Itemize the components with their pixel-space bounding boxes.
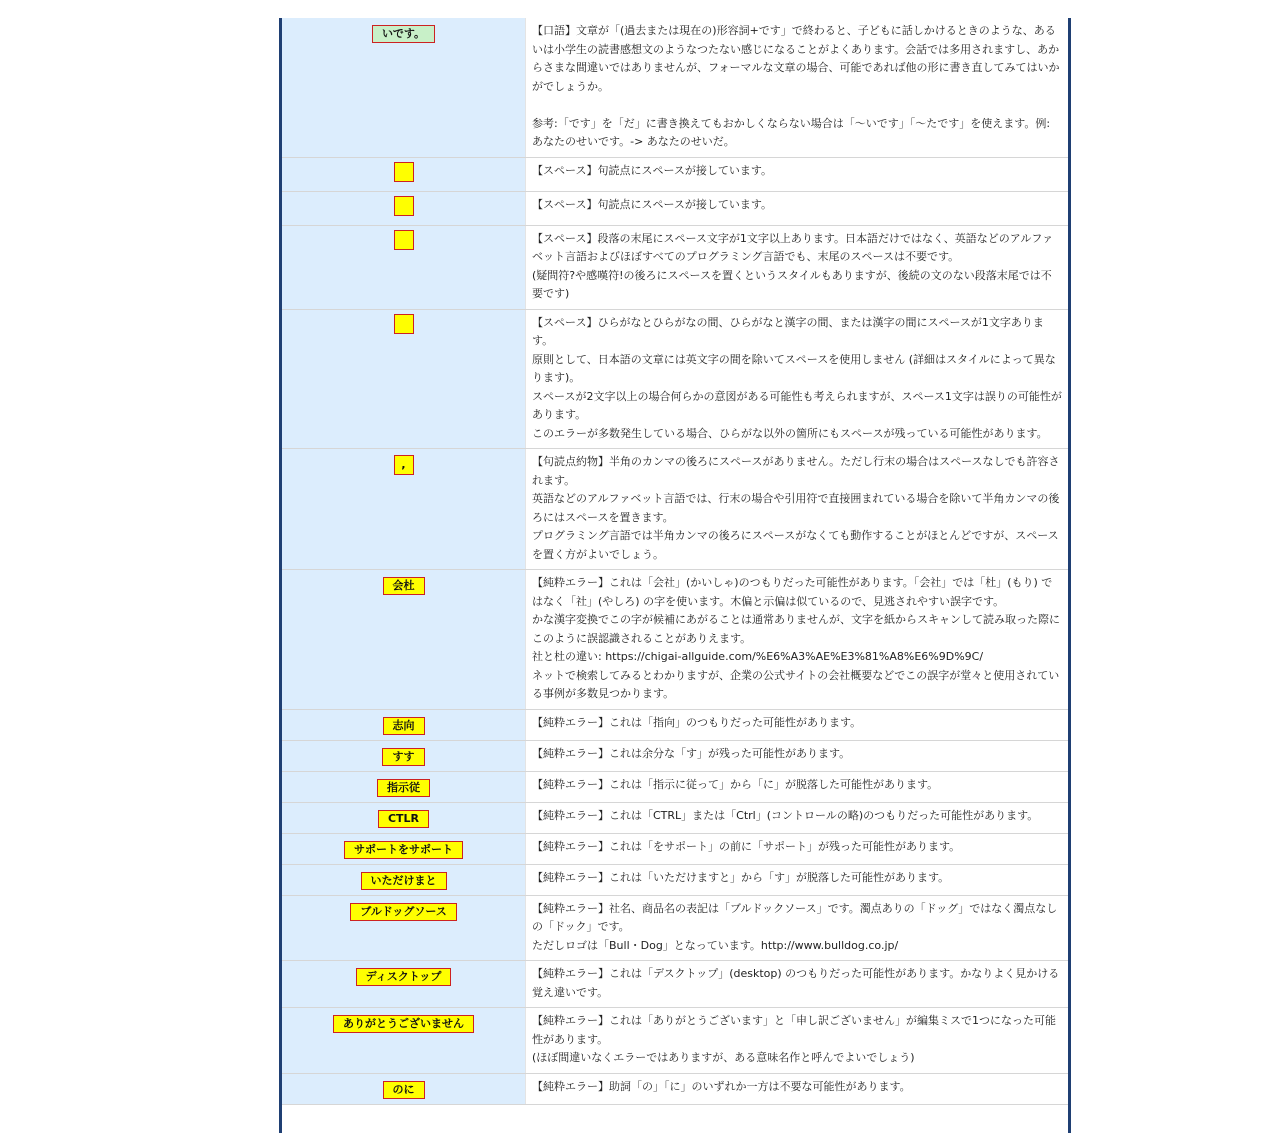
flagged-term-cell [282,771,526,802]
explanation-line: 参考:「です」を「だ」に書き換えてもおかしくならない場合は「〜いです」「〜たです」を使えます。例: あなたのせいです。-> あなたのせいだ。 [532,116,1051,148]
explanation-cell [526,740,1069,771]
table-row [282,1008,1068,1074]
explanation-line: 【純粋エラー】これは「いただけますと」から「す」が脱落した可能性があります。 [532,870,950,884]
explanation-line: 【スペース】句読点にスペースが接しています。 [532,163,773,177]
explanation-line: ただしロゴは「Bull・Dog」となっています。http://www.bulldog.co.jp/ [532,938,899,952]
flagged-term-highlight [394,162,414,182]
flagged-term-cell [282,740,526,771]
table-row [282,157,1068,191]
error-report-table [282,18,1068,1105]
explanation-cell [526,961,1069,1008]
table-row [282,895,1068,961]
flagged-term-cell [282,191,526,225]
flagged-term-highlight: 会杜 [383,577,425,595]
explanation-line: 【純粋エラー】これは「指示に従って」から「に」が脱落した可能性があります。 [532,777,939,791]
explanation-line: 【純粋エラー】これは「会社」(かいしゃ)のつもりだった可能性があります。「会社」では「杜」(もり) ではなく「社」(やしろ) の字を使います。木偏と示偏は似ているので、見逃されやすい誤字です。 [532,576,1053,608]
flagged-term-highlight: サポートをサポート [344,841,463,859]
explanation-line: (疑問符?や感嘆符!の後ろにスペースを置くというスタイルもありますが、後続の文のない段落末尾では不要です) [532,268,1052,300]
table-row [282,449,1068,570]
explanation-cell [526,802,1069,833]
flagged-term-cell [282,449,526,570]
table-row [282,740,1068,771]
flagged-term-highlight [394,314,414,334]
explanation-cell [526,157,1069,191]
flagged-term-cell [282,709,526,740]
explanation-line [532,96,1062,115]
flagged-term-cell [282,225,526,309]
explanation-line: 原則として、日本語の文章には英文字の間を除いてスペースを使用しません (詳細はスタイルによって異なります)。 [532,352,1056,384]
explanation-cell [526,18,1069,157]
explanation-line: 【純粋エラー】これは「をサポート」の前に「サポート」が残った可能性があります。 [532,839,961,853]
report-frame [279,18,1071,1133]
table-row [282,833,1068,864]
explanation-line: 【純粋エラー】助詞「の」「に」のいずれか一方は不要な可能性があります。 [532,1079,911,1093]
table-row [282,191,1068,225]
explanation-line: 【純粋エラー】これは「CTRL」または「Ctrl」(コントロールの略)のつもりだった可能性があります。 [532,808,1039,822]
flagged-term-highlight: いです。 [372,25,435,43]
flagged-term-cell [282,895,526,961]
flagged-term-highlight: いただけまと [361,872,447,890]
table-row [282,709,1068,740]
explanation-line: プログラミング言語では半角カンマの後ろにスペースがなくても動作することがほとんどですが、スペースを置く方がよいでしょう。 [532,529,1059,561]
flagged-term-highlight: のに [383,1081,425,1099]
explanation-cell [526,771,1069,802]
explanation-line: 【純粋エラー】これは余分な「す」が残った可能性があります。 [532,746,851,760]
explanation-line: 【スペース】句読点にスペースが接しています。 [532,197,773,211]
explanation-line: 【純粋エラー】社名、商品名の表記は「ブルドックソース」です。濁点ありの「ドッグ」ではなく濁点なしの「ドック」です。 [532,901,1058,933]
flagged-term-highlight: , [394,455,414,475]
table-row [282,864,1068,895]
flagged-term-cell [282,157,526,191]
table-row [282,225,1068,309]
flagged-term-cell [282,864,526,895]
explanation-line: かな漢字変換でこの字が候補にあがることは通常ありませんが、文字を紙からスキャンして読み取った際にこのように誤認識されることがありえます。 [532,613,1060,645]
explanation-line: (ほぼ間違いなくエラーではありますが、ある意味名作と呼んでよいでしょう) [532,1051,915,1064]
explanation-cell [526,570,1069,710]
report-body [282,18,1068,1104]
flagged-term-cell [282,1008,526,1074]
explanation-cell [526,895,1069,961]
table-row [282,1073,1068,1104]
explanation-cell [526,833,1069,864]
explanation-line: このエラーが多数発生している場合、ひらがな以外の箇所にもスペースが残っている可能性があります。 [532,426,1048,440]
flagged-term-highlight [394,230,414,250]
explanation-cell [526,864,1069,895]
explanation-line: 【純粋エラー】これは「デスクトップ」(desktop) のつもりだった可能性があります。かなりよく見かける覚え違いです。 [532,967,1060,999]
flagged-term-highlight: CTLR [378,810,429,828]
flagged-term-highlight: ディスクトップ [356,968,452,986]
explanation-line: 【純粋エラー】これは「指向」のつもりだった可能性があります。 [532,715,862,729]
explanation-line: 【スペース】ひらがなとひらがなの間、ひらがなと漢字の間、または漢字の間にスペースが1文字あります。 [532,315,1044,347]
flagged-term-cell [282,802,526,833]
explanation-cell [526,309,1069,449]
flagged-term-highlight: 指示従 [377,779,430,797]
table-row [282,18,1068,157]
flagged-term-cell [282,309,526,449]
explanation-line: 【スペース】段落の末尾にスペース文字が1文字以上あります。日本語だけではなく、英語などのアルファベット言語およびほぼすべてのプログラミング言語でも、末尾のスペースは不要です。 [532,231,1054,263]
explanation-cell [526,709,1069,740]
explanation-cell [526,1073,1069,1104]
explanation-cell [526,191,1069,225]
explanation-line: 【純粋エラー】これは「ありがとうございます」と「申し訳ございません」が編集ミスで1つになった可能性があります。 [532,1014,1056,1046]
table-row [282,961,1068,1008]
flagged-term-cell [282,1073,526,1104]
flagged-term-cell [282,18,526,157]
explanation-cell [526,1008,1069,1074]
explanation-line: 英語などのアルファベット言語では、行末の場合や引用符で直接囲まれている場合を除いて半角カンマの後ろにはスペースを置きます。 [532,492,1060,524]
explanation-cell [526,449,1069,570]
explanation-line: ネットで検索してみるとわかりますが、企業の公式サイトの会社概要などでこの誤字が堂々と使用されている事例が多数見つかります。 [532,668,1060,700]
flagged-term-highlight: ブルドッグソース [350,903,457,921]
explanation-line: 社と杜の違い: https://chigai-allguide.com/%E6%A3%AE%E3%81%A8%E6%9D%9C/ [532,650,984,663]
flagged-term-cell [282,833,526,864]
table-row [282,570,1068,710]
table-row [282,771,1068,802]
flagged-term-cell [282,961,526,1008]
flagged-term-highlight: すす [382,748,424,766]
explanation-line: 【句読点約物】半角のカンマの後ろにスペースがありません。ただし行末の場合はスペースなしでも許容されます。 [532,455,1060,487]
explanation-cell [526,225,1069,309]
table-row [282,802,1068,833]
flagged-term-highlight [394,196,414,216]
flagged-term-highlight: 志向 [383,717,425,735]
explanation-line: 【口語】文章が「(過去または現在の)形容詞+です」で終わると、子どもに話しかけるときのような、あるいは小学生の読書感想文のようなつたない感じになることがよくあります。会話では多用されますし、あからさまな間違いではありませんが、フォーマルな文章の場合、可能であれば他の形に書き直してみてはいかがでしょうか。 [532,24,1060,93]
table-row [282,309,1068,449]
explanation-line: スペースが2文字以上の場合何らかの意図がある可能性も考えられますが、スペース1文字は誤りの可能性があります。 [532,389,1062,421]
flagged-term-cell [282,570,526,710]
flagged-term-highlight: ありがとうございません [333,1015,474,1033]
